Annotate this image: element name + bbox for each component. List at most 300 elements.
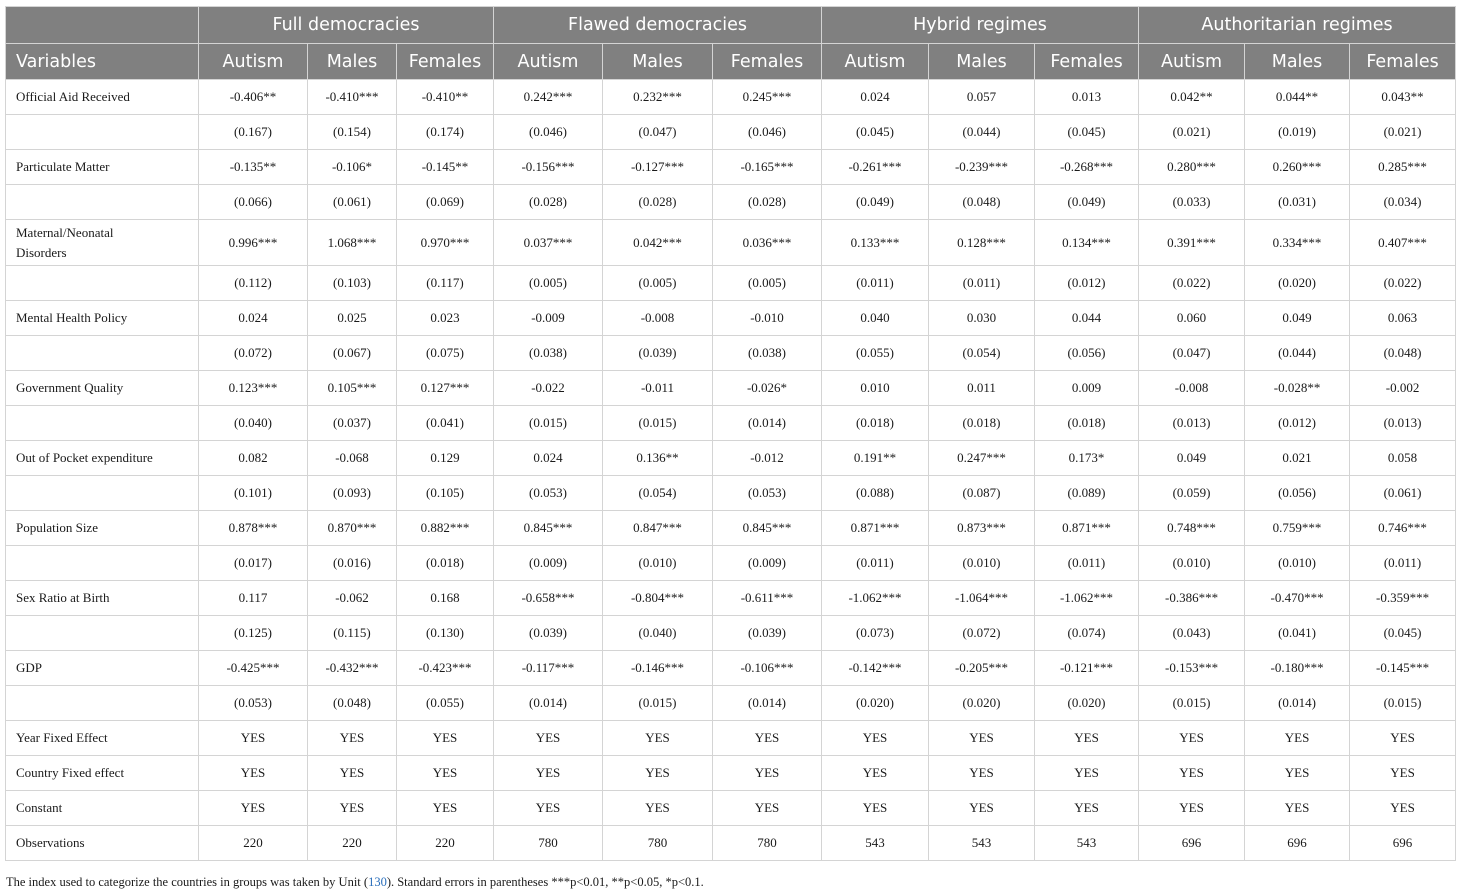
subheader-males: Males xyxy=(929,44,1035,80)
table-cell: -0.611*** xyxy=(713,581,822,616)
table-cell: -0.156*** xyxy=(494,150,603,185)
table-cell: 543 xyxy=(822,826,929,861)
table-cell: (0.028) xyxy=(494,185,603,220)
reference-link[interactable]: 130 xyxy=(368,875,387,889)
table-cell: YES xyxy=(822,756,929,791)
table-cell: (0.037) xyxy=(308,406,397,441)
variable-label xyxy=(6,686,199,721)
table-cell: YES xyxy=(1035,756,1139,791)
table-cell: (0.093) xyxy=(308,476,397,511)
regression-table xyxy=(5,6,1456,861)
table-cell: -0.142*** xyxy=(822,651,929,686)
table-cell: 1.068*** xyxy=(308,220,397,266)
table-cell: 0.025 xyxy=(308,301,397,336)
table-cell: -0.146*** xyxy=(603,651,713,686)
standard-error-row xyxy=(6,546,1456,581)
table-cell: (0.018) xyxy=(1035,406,1139,441)
variable-label xyxy=(6,266,199,301)
table-cell: YES xyxy=(603,756,713,791)
table-cell: (0.040) xyxy=(603,616,713,651)
table-row xyxy=(6,826,1456,861)
table-cell: -0.180*** xyxy=(1245,651,1350,686)
table-cell: 0.133*** xyxy=(822,220,929,266)
table-cell: 543 xyxy=(1035,826,1139,861)
table-cell: 0.044 xyxy=(1035,301,1139,336)
subheader-males: Males xyxy=(308,44,397,80)
table-cell: 696 xyxy=(1139,826,1245,861)
variable-label-text: Official Aid Received xyxy=(16,89,130,104)
table-cell: YES xyxy=(929,721,1035,756)
standard-error-row xyxy=(6,406,1456,441)
table-cell: (0.125) xyxy=(199,616,308,651)
standard-error-row xyxy=(6,476,1456,511)
table-cell: 0.882*** xyxy=(397,511,494,546)
table-cell: (0.045) xyxy=(822,115,929,150)
table-cell: (0.061) xyxy=(308,185,397,220)
table-cell: (0.010) xyxy=(929,546,1035,581)
table-cell: (0.038) xyxy=(494,336,603,371)
variable-label xyxy=(6,721,199,756)
table-cell: 0.127*** xyxy=(397,371,494,406)
table-cell: (0.154) xyxy=(308,115,397,150)
table-cell: 0.847*** xyxy=(603,511,713,546)
subheader-females: Females xyxy=(1350,44,1456,80)
table-cell: (0.087) xyxy=(929,476,1035,511)
table-cell: 0.878*** xyxy=(199,511,308,546)
variable-label xyxy=(6,185,199,220)
table-cell: (0.031) xyxy=(1245,185,1350,220)
variable-label xyxy=(6,80,199,115)
table-cell: 0.232*** xyxy=(603,80,713,115)
table-cell: (0.021) xyxy=(1139,115,1245,150)
table-cell: (0.020) xyxy=(1245,266,1350,301)
table-cell: YES xyxy=(199,791,308,826)
table-cell: (0.046) xyxy=(494,115,603,150)
table-cell: YES xyxy=(494,721,603,756)
table-cell: 220 xyxy=(308,826,397,861)
table-cell: (0.074) xyxy=(1035,616,1139,651)
table-cell: -0.117*** xyxy=(494,651,603,686)
table-cell: (0.011) xyxy=(929,266,1035,301)
table-cell: YES xyxy=(494,756,603,791)
subheader-females: Females xyxy=(1035,44,1139,80)
variable-label-text: Particulate Matter xyxy=(16,159,110,174)
table-cell: YES xyxy=(1139,756,1245,791)
table-cell: -0.145** xyxy=(397,150,494,185)
table-cell: (0.018) xyxy=(822,406,929,441)
table-cell: 696 xyxy=(1245,826,1350,861)
table-cell: -0.009 xyxy=(494,301,603,336)
table-cell: 0.042** xyxy=(1139,80,1245,115)
table-cell: -0.386*** xyxy=(1139,581,1245,616)
table-cell: (0.089) xyxy=(1035,476,1139,511)
variable-label-text: Sex Ratio at Birth xyxy=(16,590,110,605)
table-cell: (0.005) xyxy=(713,266,822,301)
variable-label-text: Observations xyxy=(16,835,85,850)
table-cell: (0.048) xyxy=(1350,336,1456,371)
table-cell: (0.015) xyxy=(603,686,713,721)
table-cell: (0.039) xyxy=(713,616,822,651)
table-cell: 0.043** xyxy=(1350,80,1456,115)
table-cell: YES xyxy=(822,791,929,826)
table-cell: (0.053) xyxy=(199,686,308,721)
table-cell: -0.008 xyxy=(603,301,713,336)
table-cell: 780 xyxy=(494,826,603,861)
table-row xyxy=(6,581,1456,616)
table-cell: 0.247*** xyxy=(929,441,1035,476)
table-cell: YES xyxy=(929,791,1035,826)
table-cell: (0.073) xyxy=(822,616,929,651)
subheader-females: Females xyxy=(713,44,822,80)
table-cell: YES xyxy=(1350,721,1456,756)
table-cell: (0.018) xyxy=(929,406,1035,441)
table-cell: 0.168 xyxy=(397,581,494,616)
table-cell: (0.045) xyxy=(1035,115,1139,150)
subheader-autism: Autism xyxy=(494,44,603,80)
table-cell: (0.034) xyxy=(1350,185,1456,220)
variable-label xyxy=(6,406,199,441)
table-cell: 0.134*** xyxy=(1035,220,1139,266)
table-cell: 0.063 xyxy=(1350,301,1456,336)
table-cell: (0.012) xyxy=(1245,406,1350,441)
table-cell: 0.746*** xyxy=(1350,511,1456,546)
table-cell: -0.410** xyxy=(397,80,494,115)
table-cell: 0.123*** xyxy=(199,371,308,406)
footnote-text-end: ). Standard errors in parentheses ***p<0.01, **p<0.05, *p<0.1. xyxy=(386,875,704,889)
variable-label-text: Mental Health Policy xyxy=(16,310,128,325)
table-cell: YES xyxy=(1245,756,1350,791)
table-cell: YES xyxy=(929,756,1035,791)
variable-label xyxy=(6,756,199,791)
table-cell: (0.009) xyxy=(713,546,822,581)
subheader-males: Males xyxy=(603,44,713,80)
table-cell: -0.121*** xyxy=(1035,651,1139,686)
table-cell: 0.021 xyxy=(1245,441,1350,476)
variable-label-text: Government Quality xyxy=(16,380,124,395)
table-cell: (0.044) xyxy=(929,115,1035,150)
table-cell: (0.115) xyxy=(308,616,397,651)
table-cell: -0.011 xyxy=(603,371,713,406)
group-header-authoritarian-regimes: Authoritarian regimes xyxy=(1139,7,1456,44)
table-cell: 0.024 xyxy=(199,301,308,336)
table-cell: 0.391*** xyxy=(1139,220,1245,266)
standard-error-row xyxy=(6,616,1456,651)
table-cell: (0.041) xyxy=(397,406,494,441)
table-footnote xyxy=(6,875,704,890)
variable-label-text: Maternal/Neonatal Disorders xyxy=(16,224,114,260)
standard-error-row xyxy=(6,185,1456,220)
table-cell: (0.028) xyxy=(713,185,822,220)
table-row xyxy=(6,651,1456,686)
table-cell: (0.005) xyxy=(603,266,713,301)
table-cell: 220 xyxy=(199,826,308,861)
variable-label xyxy=(6,476,199,511)
variable-label xyxy=(6,371,199,406)
empty-corner-cell xyxy=(6,7,199,44)
table-cell: -0.026* xyxy=(713,371,822,406)
variable-label xyxy=(6,826,199,861)
table-cell: (0.019) xyxy=(1245,115,1350,150)
subheader-row xyxy=(6,44,1456,80)
table-cell: (0.048) xyxy=(929,185,1035,220)
table-cell: -0.012 xyxy=(713,441,822,476)
table-cell: 0.030 xyxy=(929,301,1035,336)
table-row xyxy=(6,441,1456,476)
table-cell: YES xyxy=(397,791,494,826)
table-row xyxy=(6,791,1456,826)
table-row xyxy=(6,301,1456,336)
table-cell: -0.268*** xyxy=(1035,150,1139,185)
table-cell: (0.015) xyxy=(1139,686,1245,721)
table-cell: YES xyxy=(1350,791,1456,826)
table-cell: -0.423*** xyxy=(397,651,494,686)
standard-error-row xyxy=(6,266,1456,301)
table-cell: YES xyxy=(1245,721,1350,756)
table-cell: (0.014) xyxy=(494,686,603,721)
table-cell: -0.028** xyxy=(1245,371,1350,406)
table-cell: (0.056) xyxy=(1035,336,1139,371)
table-cell: (0.038) xyxy=(713,336,822,371)
table-cell: (0.072) xyxy=(199,336,308,371)
table-cell: (0.013) xyxy=(1350,406,1456,441)
group-header-row xyxy=(6,7,1456,44)
table-cell: 0.129 xyxy=(397,441,494,476)
table-cell: (0.020) xyxy=(822,686,929,721)
table-cell: (0.010) xyxy=(1245,546,1350,581)
table-cell: (0.048) xyxy=(308,686,397,721)
table-cell: (0.015) xyxy=(603,406,713,441)
table-cell: YES xyxy=(1350,756,1456,791)
variable-label-text: GDP xyxy=(16,660,43,675)
table-cell: 0.013 xyxy=(1035,80,1139,115)
table-cell: 0.873*** xyxy=(929,511,1035,546)
table-cell: (0.014) xyxy=(713,686,822,721)
table-cell: 0.759*** xyxy=(1245,511,1350,546)
table-cell: -0.062 xyxy=(308,581,397,616)
variable-label xyxy=(6,511,199,546)
table-cell: (0.009) xyxy=(494,546,603,581)
table-row xyxy=(6,80,1456,115)
table-cell: -0.106*** xyxy=(713,651,822,686)
table-cell: 696 xyxy=(1350,826,1456,861)
table-cell: (0.045) xyxy=(1350,616,1456,651)
table-cell: 0.128*** xyxy=(929,220,1035,266)
table-row xyxy=(6,756,1456,791)
table-cell: 0.105*** xyxy=(308,371,397,406)
table-cell: 0.996*** xyxy=(199,220,308,266)
table-cell: 0.970*** xyxy=(397,220,494,266)
table-cell: 0.024 xyxy=(822,80,929,115)
table-cell: (0.013) xyxy=(1139,406,1245,441)
table-cell: -0.145*** xyxy=(1350,651,1456,686)
standard-error-row xyxy=(6,336,1456,371)
table-cell: (0.021) xyxy=(1350,115,1456,150)
table-cell: (0.072) xyxy=(929,616,1035,651)
table-cell: YES xyxy=(1139,721,1245,756)
table-cell: 0.009 xyxy=(1035,371,1139,406)
table-cell: (0.022) xyxy=(1350,266,1456,301)
table-cell: YES xyxy=(603,721,713,756)
table-cell: -0.010 xyxy=(713,301,822,336)
table-cell: (0.069) xyxy=(397,185,494,220)
table-cell: (0.018) xyxy=(397,546,494,581)
table-cell: YES xyxy=(199,721,308,756)
variable-label xyxy=(6,336,199,371)
table-cell: 0.060 xyxy=(1139,301,1245,336)
table-body xyxy=(6,80,1456,861)
variable-label-text: Population Size xyxy=(16,520,98,535)
table-cell: YES xyxy=(494,791,603,826)
regression-table-container xyxy=(5,6,1455,861)
variable-label xyxy=(6,441,199,476)
table-cell: 0.280*** xyxy=(1139,150,1245,185)
table-cell: (0.130) xyxy=(397,616,494,651)
table-cell: 0.049 xyxy=(1245,301,1350,336)
table-cell: YES xyxy=(603,791,713,826)
table-cell: (0.056) xyxy=(1245,476,1350,511)
table-cell: 0.042*** xyxy=(603,220,713,266)
table-cell: (0.041) xyxy=(1245,616,1350,651)
table-cell: YES xyxy=(822,721,929,756)
table-cell: 0.044** xyxy=(1245,80,1350,115)
table-cell: (0.010) xyxy=(1139,546,1245,581)
table-cell: 0.024 xyxy=(494,441,603,476)
table-cell: -0.008 xyxy=(1139,371,1245,406)
table-cell: (0.017) xyxy=(199,546,308,581)
table-cell: (0.174) xyxy=(397,115,494,150)
table-cell: (0.014) xyxy=(1245,686,1350,721)
table-cell: -0.153*** xyxy=(1139,651,1245,686)
table-cell: -0.804*** xyxy=(603,581,713,616)
table-row xyxy=(6,511,1456,546)
table-cell: YES xyxy=(308,756,397,791)
variable-label xyxy=(6,581,199,616)
table-cell: 0.334*** xyxy=(1245,220,1350,266)
table-row xyxy=(6,220,1456,266)
table-cell: YES xyxy=(1035,791,1139,826)
table-cell: 543 xyxy=(929,826,1035,861)
variable-label-text: Constant xyxy=(16,800,63,815)
subheader-autism: Autism xyxy=(822,44,929,80)
variable-label-text: Country Fixed effect xyxy=(16,765,125,780)
subheader-autism: Autism xyxy=(1139,44,1245,80)
table-cell: (0.103) xyxy=(308,266,397,301)
table-cell: (0.022) xyxy=(1139,266,1245,301)
table-cell: 780 xyxy=(713,826,822,861)
table-cell: -0.658*** xyxy=(494,581,603,616)
table-cell: 0.011 xyxy=(929,371,1035,406)
variables-header: Variables xyxy=(6,44,199,80)
table-cell: (0.053) xyxy=(494,476,603,511)
group-header-hybrid-regimes: Hybrid regimes xyxy=(822,7,1139,44)
table-cell: 0.058 xyxy=(1350,441,1456,476)
variable-label xyxy=(6,220,199,266)
table-cell: (0.075) xyxy=(397,336,494,371)
table-cell: YES xyxy=(199,756,308,791)
variable-label xyxy=(6,651,199,686)
variable-label xyxy=(6,150,199,185)
table-cell: 0.010 xyxy=(822,371,929,406)
table-cell: (0.011) xyxy=(1350,546,1456,581)
table-cell: -0.165*** xyxy=(713,150,822,185)
table-cell: (0.046) xyxy=(713,115,822,150)
table-cell: (0.055) xyxy=(397,686,494,721)
table-cell: 0.407*** xyxy=(1350,220,1456,266)
subheader-females: Females xyxy=(397,44,494,80)
variable-label xyxy=(6,546,199,581)
table-cell: -0.022 xyxy=(494,371,603,406)
table-cell: (0.012) xyxy=(1035,266,1139,301)
table-cell: (0.014) xyxy=(713,406,822,441)
table-cell: (0.016) xyxy=(308,546,397,581)
table-cell: -1.064*** xyxy=(929,581,1035,616)
standard-error-row xyxy=(6,115,1456,150)
variable-label-text: Out of Pocket expenditure xyxy=(16,450,153,465)
table-cell: (0.059) xyxy=(1139,476,1245,511)
table-cell: 0.245*** xyxy=(713,80,822,115)
table-cell: (0.039) xyxy=(603,336,713,371)
table-cell: (0.015) xyxy=(1350,686,1456,721)
table-cell: YES xyxy=(308,721,397,756)
table-cell: YES xyxy=(397,756,494,791)
table-cell: -0.406** xyxy=(199,80,308,115)
table-cell: (0.011) xyxy=(822,266,929,301)
table-cell: YES xyxy=(713,721,822,756)
table-cell: -0.106* xyxy=(308,150,397,185)
standard-error-row xyxy=(6,686,1456,721)
table-cell: 0.260*** xyxy=(1245,150,1350,185)
table-cell: -0.205*** xyxy=(929,651,1035,686)
table-cell: 0.036*** xyxy=(713,220,822,266)
table-cell: 0.871*** xyxy=(1035,511,1139,546)
variable-label-text: Year Fixed Effect xyxy=(16,730,108,745)
variable-label xyxy=(6,301,199,336)
table-cell: (0.067) xyxy=(308,336,397,371)
table-cell: (0.105) xyxy=(397,476,494,511)
table-cell: (0.005) xyxy=(494,266,603,301)
table-cell: (0.066) xyxy=(199,185,308,220)
subheader-males: Males xyxy=(1245,44,1350,80)
table-cell: (0.117) xyxy=(397,266,494,301)
table-cell: 0.173* xyxy=(1035,441,1139,476)
table-cell: (0.011) xyxy=(1035,546,1139,581)
table-cell: (0.040) xyxy=(199,406,308,441)
table-cell: (0.088) xyxy=(822,476,929,511)
table-cell: 0.136** xyxy=(603,441,713,476)
table-cell: (0.020) xyxy=(1035,686,1139,721)
table-cell: -0.002 xyxy=(1350,371,1456,406)
table-cell: (0.044) xyxy=(1245,336,1350,371)
table-cell: 0.845*** xyxy=(713,511,822,546)
table-cell: 0.242*** xyxy=(494,80,603,115)
table-cell: 0.748*** xyxy=(1139,511,1245,546)
table-cell: -0.425*** xyxy=(199,651,308,686)
table-cell: YES xyxy=(1035,721,1139,756)
table-cell: -1.062*** xyxy=(1035,581,1139,616)
table-cell: (0.054) xyxy=(603,476,713,511)
table-cell: (0.015) xyxy=(494,406,603,441)
table-row xyxy=(6,150,1456,185)
table-cell: YES xyxy=(308,791,397,826)
table-cell: (0.039) xyxy=(494,616,603,651)
table-cell: 220 xyxy=(397,826,494,861)
table-cell: 0.040 xyxy=(822,301,929,336)
table-cell: 0.870*** xyxy=(308,511,397,546)
table-cell: -0.261*** xyxy=(822,150,929,185)
table-cell: 0.117 xyxy=(199,581,308,616)
table-cell: 0.037*** xyxy=(494,220,603,266)
table-cell: (0.101) xyxy=(199,476,308,511)
